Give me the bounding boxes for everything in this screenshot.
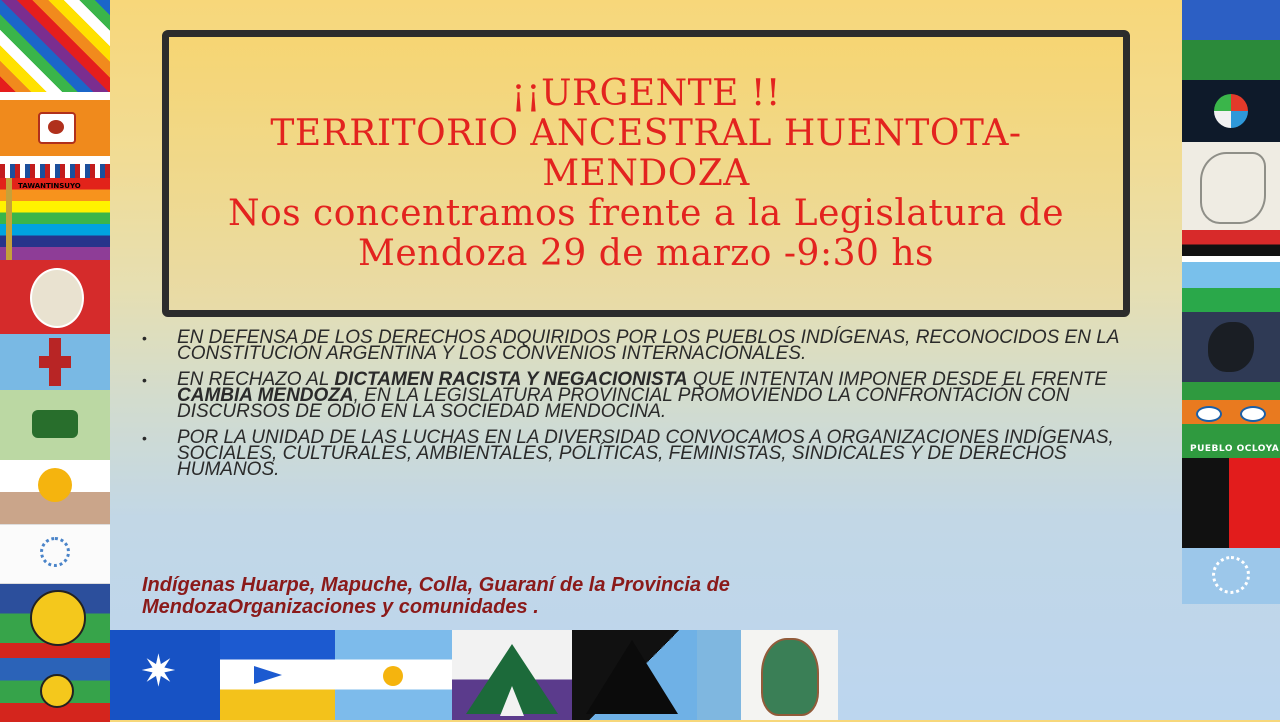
title-territory: TERRITORIO ANCESTRAL HUENTOTA- [270, 112, 1022, 154]
point-text: EN RECHAZO AL [177, 369, 335, 390]
red-seal-flag [0, 260, 110, 334]
point-emphasis: DICTAMEN RACISTA Y NEGACIONISTA [334, 369, 688, 390]
point-text: , EN LA LEGISLATURA PROVINCIAL PROMOVIENDO LA CONFRONTACIÓN CON DISCURSOS DE ODIO EN LA SOCIEDAD MENDOCINA. [177, 385, 1070, 422]
bullet-icon: • [142, 372, 147, 388]
bullet-icon: • [142, 330, 147, 346]
right-flag-column [1182, 0, 1280, 594]
signature: Indígenas Huarpe, Mapuche, Colla, Guaraní de la Provincia de MendozaOrganizaciones y comunidades . [142, 574, 730, 618]
argentina-flag [335, 630, 452, 720]
list-item [142, 427, 1142, 480]
title-concentration: Nos concentramos frente a la Legislatura de [227, 192, 1065, 234]
bullet-list [142, 327, 1142, 488]
arrow-flag [220, 630, 335, 720]
title-date: Mendoza 29 de marzo -9:30 hs [358, 232, 934, 274]
bullet-icon: • [142, 430, 147, 446]
dark-emblem-flag [1182, 80, 1280, 142]
green-strip-flag [1182, 288, 1280, 312]
blue-cross-flag [0, 334, 110, 390]
left-flag-column [0, 0, 110, 720]
red-black-flag [1182, 458, 1280, 548]
blue-green-flag [1182, 0, 1280, 80]
green-emblem-flag [0, 390, 110, 460]
title-urgent: ¡¡URGENTE !! [511, 72, 781, 114]
point-text: QUE INTENTAN IMPONER DESDE EL FRENTE [687, 369, 1108, 390]
blue-sun-flag [1182, 548, 1280, 604]
black-triangle-flag [572, 630, 697, 720]
title-box [162, 30, 1130, 317]
tawantinsuyo-label: TAWANTINSUYO [18, 182, 81, 190]
mapuche-flag [0, 584, 110, 658]
list-item [142, 327, 1142, 364]
dark-shape-flag [1182, 312, 1280, 382]
white-sun-flag [0, 524, 110, 584]
star-flag: ✷ [110, 630, 220, 720]
mapuche-flag-small [0, 658, 110, 722]
orange-flag [0, 92, 110, 164]
tawantinsuyo-flag [0, 178, 110, 260]
point-text: EN DEFENSA DE LOS DERECHOS ADQUIRIDOS POR LOS PUEBLOS INDÍGENAS, RECONOCIDOS EN LA CONSTITUCIÓN ARGENTINA Y LOS CONVENIOS INTERNACIONALES. [177, 327, 1119, 364]
mountain-flag [452, 630, 572, 720]
striped-band [0, 164, 110, 178]
list-item [142, 369, 1142, 422]
point-emphasis: CAMBIA MENDOZA [177, 385, 354, 406]
bottom-flag-row [110, 630, 838, 720]
title-mendoza: MENDOZA [542, 152, 750, 194]
sun-flag [0, 460, 110, 524]
ocloya-label: PUEBLO OCLOYA [1190, 444, 1280, 454]
guardian-flag [697, 630, 838, 720]
point-text: POR LA UNIDAD DE LAS LUCHAS EN LA DIVERSIDAD CONVOCAMOS A ORGANIZACIONES INDÍGENAS, SOCIALES, CULTURALES, AMBIENTALES, POLÍTICAS, FEMINISTAS, SINDICALES Y DE DERECHOS HUMANOS. [177, 427, 1114, 480]
ocloya-flag [1182, 382, 1280, 458]
map-flag [1182, 142, 1280, 230]
wiphala-flag [0, 0, 110, 92]
striped-flag [1182, 230, 1280, 288]
